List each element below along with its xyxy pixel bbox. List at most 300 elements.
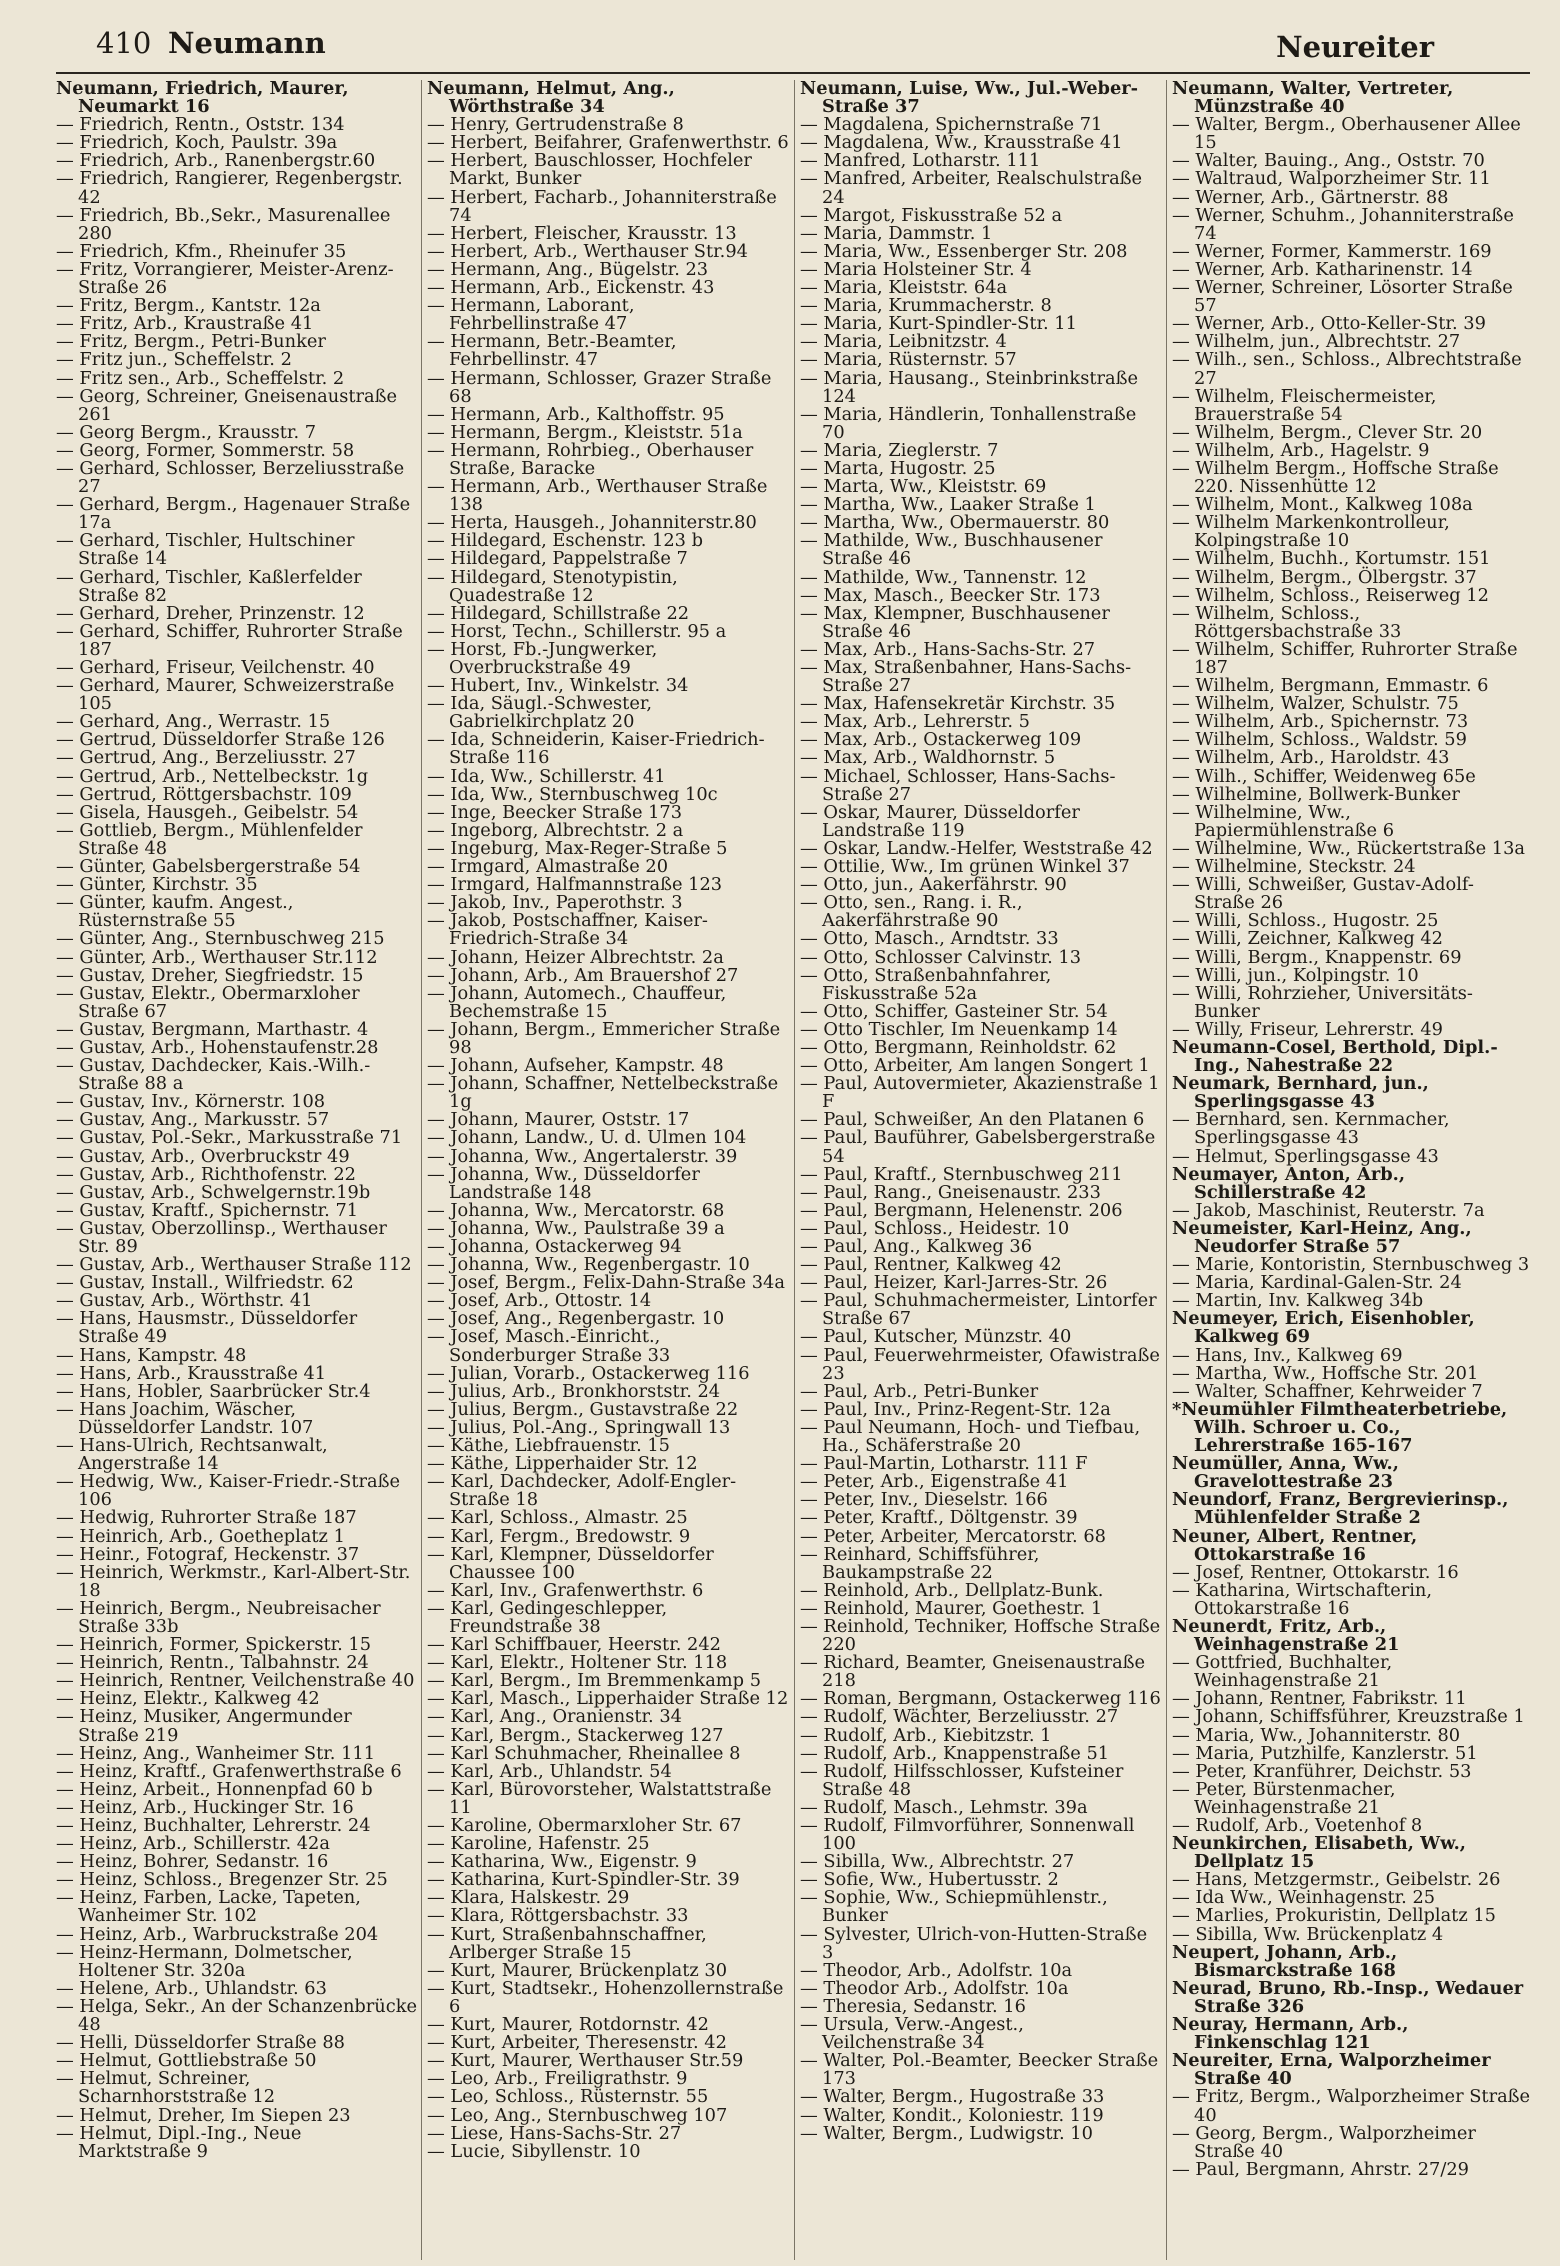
directory-entry: — Peter, Inv., Dieselstr. 166 — [800, 1489, 1048, 1511]
directory-entry: Neunerdt, Fritz, Arb., Weinhagenstraße 21 — [1172, 1615, 1400, 1656]
directory-entry: — Maria, Ww., Johanniterstr. 80 — [1172, 1724, 1461, 1746]
directory-entry: — Johanna, Ww., Regenbergastr. 10 — [427, 1254, 750, 1276]
directory-column-2 — [427, 80, 789, 2260]
directory-entry: — Max, Arb., Hans-Sachs-Str. 27 — [800, 638, 1096, 660]
directory-entry: — Herta, Hausgeh., Johanniterstr.80 — [427, 512, 757, 534]
directory-entry: — Otto, sen., Rang. i. R., Aakerfährstraße 90 — [800, 892, 1023, 932]
directory-entry: — Peter, Kranführer, Deichstr. 53 — [1172, 1760, 1472, 1782]
directory-entry: — Wilh., Schiffer, Weidenweg 65e — [1172, 765, 1476, 787]
directory-entry: — Heinz, Ang., Wanheimer Str. 111 — [56, 1742, 376, 1764]
directory-entry: — Hermann, Laborant, Fehrbellinstraße 47 — [427, 295, 635, 335]
directory-entry: — Reinhold, Maurer, Goethestr. 1 — [800, 1597, 1103, 1619]
directory-entry: — Gustav, Kraftf., Spichernstr. 71 — [56, 1199, 359, 1221]
directory-entry: — Heinz, Elektr., Kalkweg 42 — [56, 1688, 320, 1710]
directory-entry: — Oskar, Maurer, Düsseldorfer Landstraße 119 — [800, 801, 1080, 841]
directory-entry: — Ida, Säugl.-Schwester, Gabrielkirchplatz 20 — [427, 693, 653, 733]
directory-entry: — Gustav, Arb., Richthofenstr. 22 — [56, 1163, 356, 1185]
directory-entry: — Max, Straßenbahner, Hans-Sachs-Straße 27 — [800, 657, 1132, 697]
directory-entry: — Kurt, Straßenbahnschaffner, Arlberger Straße 15 — [427, 1923, 707, 1963]
directory-entry: — Oskar, Landw.-Helfer, Weststraße 42 — [800, 837, 1153, 859]
directory-entry: — Rudolf, Hilfsschlosser, Kufsteiner Straße 48 — [800, 1760, 1124, 1800]
directory-entry: — Michael, Schlosser, Hans-Sachs-Straße 27 — [800, 765, 1116, 805]
directory-entry: — Wilhelm, Schloss., Röttgersbachstraße 33 — [1172, 602, 1402, 642]
directory-entry: — Wilhelm, Walzer, Schulstr. 75 — [1172, 693, 1459, 715]
directory-entry: Neumayer, Anton, Arb., Schillerstraße 42 — [1172, 1163, 1406, 1203]
directory-entry: — Gerhard, Tischler, Kaßlerfelder Straße 82 — [56, 566, 362, 606]
directory-entry: — Wilhelm, Arb., Spichernstr. 73 — [1172, 711, 1469, 733]
directory-entry: — Gustav, Arb., Werthauser Straße 112 — [56, 1254, 412, 1276]
directory-entry: — Otto, Schlosser Calvinstr. 13 — [800, 946, 1082, 968]
directory-entry: — Maria, Leibnitzstr. 4 — [800, 331, 1007, 353]
directory-entry: — Wilhelmine, Ww., Papiermühlenstraße 6 — [1172, 801, 1395, 841]
directory-entry: — Wilhelm, Bergm., Ölbergstr. 37 — [1172, 566, 1477, 588]
directory-entry: — Johann, Arb., Am Brauershof 27 — [427, 964, 739, 986]
directory-entry: — Herbert, Bauschlosser, Hochfeler Markt, Bunker — [427, 150, 752, 190]
directory-entry: — Heinz, Schloss., Bregenzer Str. 25 — [56, 1869, 388, 1891]
directory-entry: — Heinz, Farben, Lacke, Tapeten, Wanheimer Str. 102 — [56, 1887, 361, 1927]
directory-entry: — Walter, Bergm., Ludwigstr. 10 — [800, 2122, 1093, 2144]
directory-entry: — Otto, Arbeiter, Am langen Songert 1 — [800, 1055, 1150, 1077]
directory-entry: — Heinz, Bohrer, Sedanstr. 16 — [56, 1851, 329, 1873]
directory-entry: — Gustav, Arb., Overbruckstr 49 — [56, 1145, 350, 1167]
directory-entry: — Karl, Arb., Uhlandstr. 54 — [427, 1760, 672, 1782]
directory-entry: — Heinrich, Former, Spickerstr. 15 — [56, 1634, 372, 1656]
directory-entry: — Johann, Schaffner, Nettelbeckstraße 1g — [427, 1073, 779, 1113]
directory-entry: — Gerhard, Tischler, Hultschiner Straße 14 — [56, 530, 355, 570]
directory-entry: — Reinhold, Techniker, Hoffsche Straße 220 — [800, 1615, 1161, 1656]
directory-entry: — Helli, Düsseldorfer Straße 88 — [56, 2032, 345, 2054]
directory-entry: — Maria, Putzhilfe, Kanzlerstr. 51 — [1172, 1742, 1478, 1764]
directory-entry: — Julius, Pol.-Ang., Springwall 13 — [427, 1416, 731, 1438]
page-number: 410 — [96, 26, 152, 60]
directory-entry: — Max, Hafensekretär Kirchstr. 35 — [800, 693, 1116, 715]
directory-entry: — Mathilde, Ww., Tannenstr. 12 — [800, 566, 1087, 588]
directory-entry: — Ida, Ww., Sternbuschweg 10c — [427, 783, 718, 805]
directory-entry: — Heinrich, Rentn., Talbahnstr. 24 — [56, 1652, 369, 1674]
directory-entry: — Maria, Kleiststr. 64a — [800, 277, 1008, 299]
directory-column-3 — [800, 80, 1162, 2260]
directory-entry: — Heinz, Arb., Warbruckstraße 204 — [56, 1923, 379, 1945]
directory-entry: — Heinr., Fotograf, Heckenstr. 37 — [56, 1543, 360, 1565]
directory-entry: — Leo, Ang., Sternbuschweg 107 — [427, 2104, 728, 2126]
directory-entry: — Werner, Arb., Otto-Keller-Str. 39 — [1172, 313, 1486, 335]
directory-entry: — Karl, Ang., Oranienstr. 34 — [427, 1706, 682, 1728]
directory-entry: — Hans, Hausmstr., Düsseldorfer Straße 49 — [56, 1308, 358, 1348]
directory-entry: — Heinz, Arbeit., Honnenpfad 60 b — [56, 1778, 373, 1800]
directory-entry: — Käthe, Liebfrauenstr. 15 — [427, 1435, 670, 1457]
directory-entry: — Wilhelm, Schiffer, Ruhrorter Straße 187 — [1172, 638, 1518, 678]
directory-entry: Neuray, Hermann, Arb., Finkenschlag 121 — [1172, 2014, 1409, 2054]
directory-entry: — Fritz, Vorrangierer, Meister-Arenz-Straße 26 — [56, 258, 394, 299]
directory-entry: — Heinz, Kraftf., Grafenwerthstraße 6 — [56, 1760, 402, 1782]
directory-entry: — Wilhelm, Arb., Hagelstr. 9 — [1172, 439, 1430, 461]
directory-entry: — Hans-Ulrich, Rechtsanwalt, Angerstraße 14 — [56, 1435, 328, 1475]
directory-entry: — Marie, Kontoristin, Sternbuschweg 3 — [1172, 1254, 1530, 1276]
directory-entry: — Mathilde, Ww., Buschhausener Straße 46 — [800, 530, 1103, 570]
directory-entry: — Werner, Arb., Gärtnerstr. 88 — [1172, 186, 1449, 208]
directory-entry: — Katharina, Wirtschafterin, Ottokarstraße 16 — [1172, 1579, 1433, 1619]
directory-entry: — Paul, Feuerwehrmeister, Ofawistraße 23 — [800, 1344, 1160, 1384]
directory-entry: — Klara, Röttgersbachstr. 33 — [427, 1905, 689, 1927]
directory-entry: — Kurt, Maurer, Werthauser Str.59 — [427, 2050, 744, 2072]
header-last-name: Neureiter — [1276, 30, 1434, 64]
directory-entry: Neureiter, Erna, Walporzheimer Straße 40 — [1172, 2050, 1491, 2090]
directory-entry: — Karl, Bürovorsteher, Walstattstraße 11 — [427, 1778, 772, 1818]
directory-entry: — Paul, Kraftf., Sternbuschweg 211 — [800, 1163, 1123, 1185]
directory-entry: — Manfred, Lotharstr. 111 — [800, 150, 1041, 172]
directory-entry: — Wilhelm, Schloss., Reiserweg 12 — [1172, 584, 1489, 606]
directory-entry: — Hildegard, Eschenstr. 123 b — [427, 530, 703, 552]
directory-entry: — Marlies, Prokuristin, Dellplatz 15 — [1172, 1905, 1496, 1927]
directory-entry: — Otto, Schiffer, Gasteiner Str. 54 — [800, 1000, 1108, 1022]
directory-entry: Neumann-Cosel, Berthold, Dipl.-Ing., Nahestraße 22 — [1172, 1036, 1498, 1077]
directory-entry: — Irmgard, Halfmannstraße 123 — [427, 874, 723, 896]
directory-entry: — Hans, Arb., Krausstraße 41 — [56, 1362, 327, 1384]
directory-entry: — Johann, Rentner, Fabrikstr. 11 — [1172, 1688, 1467, 1710]
directory-entry: — Hermann, Arb., Eickenstr. 43 — [427, 277, 715, 299]
directory-entry: — Ursula, Verw.-Angest., Veilchenstraße 34 — [800, 2014, 1024, 2054]
directory-entry: — Fritz, Arb., Kraustraße 41 — [56, 313, 314, 335]
directory-entry: — Friedrich, Bb.,Sekr., Masurenallee 280 — [56, 204, 391, 244]
directory-entry: — Friedrich, Arb., Ranenbergstr.60 — [56, 150, 376, 172]
directory-entry: — Hans Joachim, Wäscher, Düsseldorfer Landstr. 107 — [56, 1398, 314, 1438]
directory-entry: — Martha, Ww., Obermauerstr. 80 — [800, 512, 1110, 534]
directory-entry: — Kurt, Arbeiter, Theresenstr. 42 — [427, 2032, 727, 2054]
directory-entry: — Willi, jun., Kolpingstr. 10 — [1172, 964, 1419, 986]
directory-entry: — Gerhard, Maurer, Schweizerstraße 105 — [56, 675, 395, 715]
directory-entry: — Hermann, Rohrbieg., Oberhauser Straße, Baracke — [427, 439, 754, 479]
directory-entry: — Werner, Schreiner, Lösorter Straße 57 — [1172, 277, 1513, 317]
directory-entry: — Johann, Heizer Albrechtstr. 2a — [427, 946, 724, 968]
directory-entry: Neundorf, Franz, Bergrevierinsp., Mühlenfelder Straße 2 — [1172, 1489, 1509, 1529]
directory-entry: — Gustav, Arb., Schwelgernstr.19b — [56, 1181, 371, 1203]
column-divider — [794, 80, 795, 2260]
directory-entry: — Inge, Beecker Straße 173 — [427, 801, 683, 823]
directory-entry: — Walter, Schaffner, Kehrweider 7 — [1172, 1380, 1483, 1402]
directory-entry: — Willi, Zeichner, Kalkweg 42 — [1172, 928, 1443, 950]
directory-entry: Neumüller, Anna, Ww., Gravelottestraße 23 — [1172, 1453, 1399, 1493]
directory-entry: — Maria, Kardinal-Galen-Str. 24 — [1172, 1272, 1462, 1294]
directory-entry: — Gustav, Pol.-Sekr., Markusstraße 71 — [56, 1127, 403, 1149]
directory-entry: — Günter, Arb., Werthauser Str.112 — [56, 946, 378, 968]
directory-entry: — Jakob, Maschinist, Reuterstr. 7a — [1172, 1199, 1485, 1221]
directory-entry: — Peter, Arb., Eigenstraße 41 — [800, 1471, 1069, 1493]
directory-entry: — Marta, Hugostr. 25 — [800, 457, 996, 479]
directory-entry: — Wilhelm Bergm., Hoffsche Straße 220. Nissenhütte 12 — [1172, 457, 1499, 498]
directory-entry: — Paul, Schweißer, An den Platanen 6 — [800, 1109, 1145, 1131]
directory-entry: — Karl, Bergm., Stackerweg 127 — [427, 1724, 724, 1746]
directory-entry: — Wilhelm, jun., Albrechtstr. 27 — [1172, 331, 1461, 353]
directory-entry: — Gerhard, Bergm., Hagenauer Straße 17a — [56, 494, 411, 534]
directory-entry: — Kurt, Maurer, Rotdornstr. 42 — [427, 2014, 709, 2036]
directory-entry: — Sibilla, Ww. Brückenplatz 4 — [1172, 1923, 1444, 1945]
directory-entry: — Ida Ww., Weinhagenstr. 25 — [1172, 1887, 1436, 1909]
directory-entry: — Klara, Halskestr. 29 — [427, 1887, 630, 1909]
directory-entry: — Waltraud, Walporzheimer Str. 11 — [1172, 168, 1491, 190]
directory-entry: — Wilhelm, Bergmann, Emmastr. 6 — [1172, 675, 1489, 697]
directory-entry: — Paul, Heizer, Karl-Jarres-Str. 26 — [800, 1272, 1108, 1294]
directory-entry: — Karl, Gedingeschlepper, Freundstraße 38 — [427, 1597, 668, 1637]
directory-entry: — Rudolf, Arb., Knappenstraße 51 — [800, 1742, 1110, 1764]
directory-entry: — Bernhard, sen. Kernmacher, Sperlingsgasse 43 — [1172, 1109, 1450, 1149]
directory-entry: — Johann, Bergm., Emmericher Straße 98 — [427, 1018, 781, 1058]
directory-entry: — Werner, Former, Kammerstr. 169 — [1172, 240, 1492, 262]
directory-entry: — Helmut, Dreher, Im Siepen 23 — [56, 2104, 351, 2126]
directory-entry: — Karl, Bergm., Im Bremmenkamp 5 — [427, 1670, 762, 1692]
directory-entry: — Wilhelm, Fleischermeister, Brauerstraße 54 — [1172, 385, 1437, 425]
directory-entry: — Hildegard, Pappelstraße 7 — [427, 548, 688, 570]
directory-entry: Neumann, Friedrich, Maurer, Neumarkt 16 — [56, 80, 349, 118]
directory-entry: — Paul, Ang., Kalkweg 36 — [800, 1236, 1033, 1257]
directory-entry: — Josef, Rentner, Ottokarstr. 16 — [1172, 1561, 1459, 1583]
directory-entry: — Paul-Martin, Lotharstr. 111 F — [800, 1453, 1088, 1475]
directory-entry: Neumann, Walter, Vertreter, Münzstraße 40 — [1172, 80, 1454, 118]
column-divider — [421, 80, 422, 2260]
directory-entry: — Julius, Arb., Bronkhorststr. 24 — [427, 1380, 721, 1402]
directory-entry: — Fritz, Bergm., Petri-Bunker — [56, 331, 326, 353]
directory-entry: — Richard, Beamter, Gneisenaustraße 218 — [800, 1652, 1146, 1692]
directory-entry: — Herbert, Beifahrer, Grafenwerthstr. 6 — [427, 132, 789, 154]
directory-entry: — Max, Arb., Lehrerstr. 5 — [800, 711, 1030, 733]
directory-entry: — Willi, Bergm., Knappenstr. 69 — [1172, 946, 1462, 968]
directory-entry: — Hildegard, Schillstraße 22 — [427, 602, 690, 624]
directory-entry: — Günter, Kirchstr. 35 — [56, 874, 258, 896]
directory-entry: — Gertrud, Düsseldorfer Straße 126 — [56, 729, 385, 751]
directory-entry: — Käthe, Lipperhaider Str. 12 — [427, 1453, 698, 1475]
directory-entry: — Heinz, Musiker, Angermunder Straße 219 — [56, 1706, 352, 1746]
column-divider — [1166, 80, 1167, 2260]
directory-entry: — Wilhelm, Schloss., Waldstr. 59 — [1172, 729, 1467, 751]
directory-entry: — Karl, Inv., Grafenwerthstr. 6 — [427, 1579, 704, 1601]
directory-entry: — Leo, Arb., Freiligrathstr. 9 — [427, 2068, 688, 2090]
directory-entry: — Paul, Rentner, Kalkweg 42 — [800, 1254, 1062, 1276]
directory-entry: — Fritz sen., Arb., Scheffelstr. 2 — [56, 367, 345, 389]
directory-entry: — Gustav, Arb., Hohenstaufenstr.28 — [56, 1036, 379, 1058]
directory-entry: — Gertrud, Röttgersbachstr. 109 — [56, 783, 352, 805]
directory-entry: — Wilhelm, Bergm., Clever Str. 20 — [1172, 421, 1483, 443]
directory-entry: — Karl, Masch., Lipperhaider Straße 12 — [427, 1688, 789, 1710]
directory-entry: — Georg, Bergm., Walporzheimer Straße 40 — [1172, 2122, 1476, 2162]
directory-entry: — Irmgard, Almastraße 20 — [427, 856, 669, 878]
directory-entry: — Wilhelm, Mont., Kalkweg 108a — [1172, 494, 1473, 516]
directory-entry: — Reinhard, Schiffsführer, Baukampstraße 22 — [800, 1543, 1040, 1583]
directory-entry: — Gertrud, Ang., Berzeliusstr. 27 — [56, 747, 356, 769]
directory-entry: — Lucie, Sibyllenstr. 10 — [427, 2140, 641, 2162]
directory-entry: — Karoline, Hafenstr. 25 — [427, 1833, 650, 1855]
directory-entry: — Günter, kaufm. Angest., Rüsternstraße 55 — [56, 892, 294, 932]
directory-entry: — Georg, Schreiner, Gneisenaustraße 261 — [56, 385, 397, 425]
directory-entry: — Leo, Schloss., Rüsternstr. 55 — [427, 2086, 709, 2108]
directory-entry: — Johann, Aufseher, Kampstr. 48 — [427, 1055, 724, 1077]
directory-entry: — Werner, Schuhm., Johanniterstraße 74 — [1172, 204, 1514, 244]
directory-entry: — Manfred, Arbeiter, Realschulstraße 24 — [800, 168, 1143, 208]
directory-entry: — Fritz jun., Scheffelstr. 2 — [56, 349, 292, 371]
directory-entry: — Heinrich, Werkmstr., Karl-Albert-Str. 18 — [56, 1561, 411, 1601]
directory-entry: — Helmut, Sperlingsgasse 43 — [1172, 1145, 1439, 1167]
directory-entry: — Helmut, Schreiner, Scharnhorststraße 12 — [56, 2068, 276, 2108]
directory-entry: Neumann, Helmut, Ang., Wörthstraße 34 — [427, 80, 675, 118]
directory-entry: — Theresia, Sedanstr. 16 — [800, 1995, 1026, 2017]
directory-entry: — Johanna, Ww., Paulstraße 39 a — [427, 1217, 725, 1239]
directory-entry: — Rudolf, Filmvorführer, Sonnenwall 100 — [800, 1815, 1135, 1855]
directory-entry: — Rudolf, Wächter, Berzeliusstr. 27 — [800, 1706, 1119, 1728]
directory-entry: — Willi, Rohrzieher, Universitäts-Bunker — [1172, 982, 1473, 1022]
directory-entry: — Hermann, Arb., Kalthoffstr. 95 — [427, 403, 725, 425]
directory-entry: — Josef, Ang., Regenbergastr. 10 — [427, 1308, 725, 1330]
directory-entry: — Maria, Hausang., Steinbrinkstraße 124 — [800, 367, 1138, 407]
directory-entry: — Wilhelmine, Bollwerk-Bunker — [1172, 783, 1460, 805]
directory-entry: — Julian, Vorarb., Ostackerweg 116 — [427, 1362, 750, 1384]
directory-entry: — Gustav, Arb., Wörthstr. 41 — [56, 1290, 313, 1312]
directory-entry: Neumeister, Karl-Heinz, Ang., Neudorfer Straße 57 — [1172, 1217, 1472, 1257]
directory-entry: — Herbert, Arb., Werthauser Str.94 — [427, 240, 748, 262]
directory-entry: Neumark, Bernhard, jun., Sperlingsgasse 43 — [1172, 1073, 1429, 1113]
directory-entry: — Johanna, Ww., Düsseldorfer Landstraße 148 — [427, 1163, 700, 1203]
directory-entry: — Karl Schuhmacher, Rheinallee 8 — [427, 1742, 741, 1764]
directory-entry: — Gertrud, Arb., Nettelbeckstr. 1g — [56, 765, 369, 787]
directory-entry: — Hermann, Schlosser, Grazer Straße 68 — [427, 367, 772, 407]
directory-entry: — Herbert, Facharb., Johanniterstraße 74 — [427, 186, 777, 226]
directory-entry: — Walter, Kondit., Koloniestr. 119 — [800, 2104, 1104, 2126]
directory-entry: — Maria, Krummacherstr. 8 — [800, 295, 1052, 317]
directory-entry: — Peter, Bürstenmacher, Weinhagenstraße 21 — [1172, 1778, 1396, 1818]
directory-entry: — Johanna, Ww., Angertalerstr. 39 — [427, 1145, 738, 1167]
directory-entry: — Paul, Autovermieter, Akazienstraße 1 F — [800, 1073, 1160, 1113]
directory-entry: — Paul, Schuhmachermeister, Lintorfer Straße 67 — [800, 1290, 1157, 1330]
directory-entry: — Heinrich, Bergm., Neubreisacher Straße 33b — [56, 1597, 381, 1637]
directory-entry: — Maria, Ww., Essenberger Str. 208 — [800, 240, 1128, 262]
directory-entry: — Sibilla, Ww., Albrechtstr. 27 — [800, 1851, 1075, 1873]
directory-entry: — Max, Arb., Ostackerweg 109 — [800, 729, 1082, 751]
directory-entry: — Gerhard, Schiffer, Ruhrorter Straße 187 — [56, 620, 403, 660]
directory-entry: — Ida, Schneiderin, Kaiser-Friedrich-Straße 116 — [427, 729, 765, 769]
directory-column-4 — [1172, 80, 1534, 2260]
directory-entry: — Theodor, Arb., Adolfstr. 10a — [800, 1959, 1073, 1981]
directory-entry: — Max, Klempner, Buschhausener Straße 46 — [800, 602, 1110, 642]
directory-entry: — Martin, Inv. Kalkweg 34b — [1172, 1290, 1424, 1312]
directory-entry: — Wilhelmine, Steckstr. 24 — [1172, 856, 1416, 878]
directory-entry: — Otto, Straßenbahnfahrer, Fiskusstraße 52a — [800, 964, 1052, 1004]
directory-entry: — Paul, Rang., Gneisenaustr. 233 — [800, 1181, 1101, 1203]
directory-entry: — Katharina, Kurt-Spindler-Str. 39 — [427, 1869, 740, 1891]
directory-entry: — Gustav, Dachdecker, Kais.-Wilh.-Straße 88 a — [56, 1055, 371, 1095]
directory-entry: — Max, Arb., Waldhornstr. 5 — [800, 747, 1056, 769]
directory-entry: — Gerhard, Schlosser, Berzeliusstraße 27 — [56, 457, 405, 498]
directory-entry: — Werner, Arb. Katharinenstr. 14 — [1172, 258, 1473, 280]
directory-entry: — Karoline, Obermarxloher Str. 67 — [427, 1815, 742, 1836]
directory-entry: — Maria, Kurt-Spindler-Str. 11 — [800, 313, 1077, 335]
directory-entry: — Karl Schiffbauer, Heerstr. 242 — [427, 1634, 721, 1656]
directory-entry: — Sofie, Ww., Hubertusstr. 2 — [800, 1869, 1059, 1891]
directory-entry: — Maria Holsteiner Str. 4 — [800, 258, 1032, 280]
directory-entry: — Henry, Gertrudenstraße 8 — [427, 114, 684, 136]
directory-entry: — Paul, Bergmann, Helenenstr. 206 — [800, 1199, 1123, 1221]
directory-entry: — Gottfried, Buchhalter, Weinhagenstraße 21 — [1172, 1652, 1393, 1692]
directory-entry: — Roman, Bergmann, Ostackerweg 116 — [800, 1688, 1161, 1710]
directory-entry: — Sylvester, Ulrich-von-Hutten-Straße 3 — [800, 1923, 1148, 1963]
directory-entry: — Gustav, Bergmann, Marthastr. 4 — [56, 1018, 369, 1040]
directory-entry: — Katharina, Ww., Eigenstr. 9 — [427, 1851, 697, 1873]
directory-entry: — Rudolf, Masch., Lehmstr. 39a — [800, 1796, 1088, 1818]
directory-entry: — Rudolf, Arb., Kiebitzstr. 1 — [800, 1724, 1052, 1746]
directory-entry: — Reinhold, Arb., Dellplatz-Bunk. — [800, 1579, 1104, 1601]
directory-entry: — Gustav, Oberzollinsp., Werthauser Str. 89 — [56, 1217, 387, 1257]
directory-entry: — Ingeborg, Albrechtstr. 2 a — [427, 819, 684, 841]
directory-entry: Neunkirchen, Elisabeth, Ww., Dellplatz 15 — [1172, 1833, 1466, 1873]
directory-entry: — Hans, Metzgermstr., Geibelstr. 26 — [1172, 1869, 1501, 1891]
directory-entry: — Georg, Former, Sommerstr. 58 — [56, 439, 355, 461]
directory-entry: — Peter, Arbeiter, Mercatorstr. 68 — [800, 1525, 1106, 1547]
directory-entry: — Hans, Kampstr. 48 — [56, 1344, 247, 1366]
directory-entry: — Paul, Kutscher, Münzstr. 40 — [800, 1326, 1072, 1348]
page-header — [56, 20, 1530, 74]
directory-entry: — Gustav, Elektr., Obermarxloher Straße 67 — [56, 982, 360, 1022]
directory-entry: — Otto Tischler, Im Neuenkamp 14 — [800, 1018, 1118, 1040]
directory-entry: — Heinz-Hermann, Dolmetscher, Holtener Str. 320a — [56, 1941, 353, 1981]
directory-entry: — Paul Neumann, Hoch- und Tiefbau, Ha., Schäferstraße 20 — [800, 1416, 1141, 1457]
header-first-name: Neumann — [168, 26, 326, 60]
directory-entry: — Otto, jun., Aakerfährstr. 90 — [800, 874, 1067, 896]
directory-entry: — Heinz, Arb., Schillerstr. 42a — [56, 1833, 330, 1855]
directory-entry: — Wilhelmine, Ww., Rückertstraße 13a — [1172, 837, 1525, 859]
directory-entry: — Hedwig, Ruhrorter Straße 187 — [56, 1507, 357, 1529]
directory-entry: — Ida, Ww., Schillerstr. 41 — [427, 765, 666, 787]
directory-entry: — Ottilie, Ww., Im grünen Winkel 37 — [800, 856, 1130, 878]
directory-entry: — Maria, Zieglerstr. 7 — [800, 439, 999, 461]
directory-entry: — Rudolf, Arb., Voetenhof 8 — [1172, 1815, 1423, 1836]
directory-entry: — Heinrich, Arb., Goetheplatz 1 — [56, 1525, 345, 1547]
directory-column-1 — [56, 80, 418, 2260]
directory-entry: — Hermann, Arb., Werthauser Straße 138 — [427, 476, 768, 516]
directory-entry: *Neumühler Filmtheaterbetriebe, Wilh. Schroer u. Co., Lehrerstraße 165-167 — [1172, 1398, 1508, 1457]
directory-entry: — Kurt, Stadtsekr., Hohenzollernstraße 6 — [427, 1977, 784, 2017]
directory-entry: — Margot, Fiskusstraße 52 a — [800, 204, 1063, 226]
directory-entry: — Josef, Bergm., Felix-Dahn-Straße 34a — [427, 1272, 785, 1294]
directory-entry: — Marta, Ww., Kleiststr. 69 — [800, 476, 1047, 498]
directory-entry: — Ingeburg, Max-Reger-Straße 5 — [427, 837, 728, 859]
directory-entry: Neurad, Bruno, Rb.-Insp., Wedauer Straße 326 — [1172, 1977, 1524, 2017]
directory-entry: — Herbert, Fleischer, Krausstr. 13 — [427, 222, 737, 244]
directory-entry: — Johanna, Ostackerweg 94 — [427, 1236, 682, 1257]
directory-entry: — Gerhard, Friseur, Veilchenstr. 40 — [56, 657, 375, 678]
directory-entry: — Maria, Händlerin, Tonhallenstraße 70 — [800, 403, 1137, 443]
directory-entry: — Heinz, Buchhalter, Lehrerstr. 24 — [56, 1815, 371, 1836]
directory-entry: — Helmut, Gottliebstraße 50 — [56, 2050, 317, 2072]
directory-entry: — Wilhelm Markenkontrolleur, Kolpingstraße 10 — [1172, 512, 1450, 552]
directory-entry: — Willy, Friseur, Lehrerstr. 49 — [1172, 1018, 1443, 1040]
directory-entry: — Otto, Masch., Arndtstr. 33 — [800, 928, 1059, 950]
directory-entry: — Karl, Dachdecker, Adolf-Engler-Straße 18 — [427, 1471, 737, 1511]
directory-entry: — Sophie, Ww., Schiepmühlenstr., Bunker — [800, 1887, 1108, 1927]
directory-entry: — Kurt, Maurer, Brückenplatz 30 — [427, 1959, 728, 1981]
directory-entry: — Wilhelm, Arb., Haroldstr. 43 — [1172, 747, 1450, 769]
directory-entry: — Josef, Arb., Ottostr. 14 — [427, 1290, 652, 1312]
directory-entry: — Martha, Ww., Laaker Straße 1 — [800, 494, 1096, 516]
directory-entry: — Johann, Schiffsführer, Kreuzstraße 1 — [1172, 1706, 1525, 1728]
directory-entry: — Friedrich, Koch, Paulstr. 39a — [56, 132, 338, 154]
directory-entry: Neumeyer, Erich, Eisenhobler, Kalkweg 69 — [1172, 1308, 1475, 1348]
directory-entry: — Heinz, Arb., Huckinger Str. 16 — [56, 1796, 354, 1818]
directory-entry: — Georg Bergm., Krausstr. 7 — [56, 421, 317, 443]
directory-entry: — Johann, Automech., Chauffeur, Bechemstraße 15 — [427, 982, 727, 1022]
directory-entry: — Willi, Schweißer, Gustav-Adolf-Straße 26 — [1172, 874, 1474, 914]
directory-entry: — Walter, Pol.-Beamter, Beecker Straße 173 — [800, 2050, 1159, 2090]
directory-entry: — Johann, Landw., U. d. Ulmen 104 — [427, 1127, 747, 1149]
directory-entry: — Jakob, Inv., Paperothstr. 3 — [427, 892, 683, 914]
directory-entry: — Johann, Maurer, Oststr. 17 — [427, 1109, 690, 1131]
directory-entry: — Walter, Bergm., Hugostraße 33 — [800, 2086, 1105, 2108]
directory-entry: — Hubert, Inv., Winkelstr. 34 — [427, 675, 689, 697]
